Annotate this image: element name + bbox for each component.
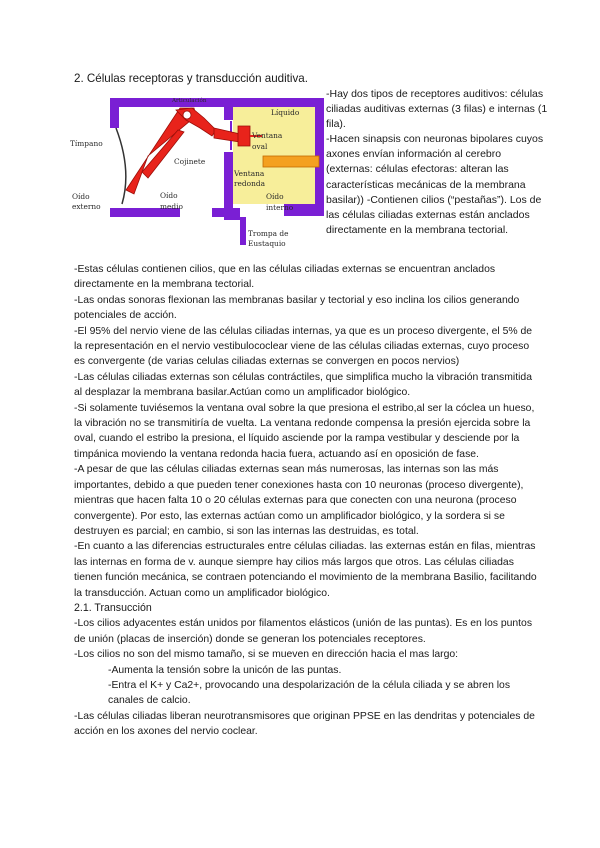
- label-ventana-oval-2: oval: [252, 142, 268, 151]
- label-trompa-2: Eustaquio: [248, 239, 286, 248]
- paragraph: -Los cilios adyacentes están unidos por filamentos elásticos (unión de las puntas). Es en los puntos de unión (placas de inserción) donde se generan los potenciales receptores.: [74, 618, 533, 645]
- label-oido-externo-1: Oído: [72, 192, 90, 201]
- label-articulacion: Articulación: [172, 98, 207, 104]
- cochlea-bar: [263, 156, 319, 167]
- label-trompa-1: Trompa de: [248, 229, 289, 238]
- label-oido-medio-2: medio: [160, 202, 183, 211]
- label-cojinete: Cojinete: [174, 157, 206, 166]
- inner-ear-fluid: [233, 107, 315, 204]
- label-oido-interno-2: interno: [266, 203, 294, 212]
- label-oido-medio-1: Oído: [160, 191, 178, 200]
- label-oido-interno-1: Oído: [266, 192, 284, 201]
- label-timpano: Tímpano: [70, 139, 103, 148]
- paragraph: -Si solamente tuviésemos la ventana oval sobre la que presiona el estribo,al ser la cóclea un hueso, la vibración no se transmitiría de vuelta. La ventana redonde compensa la presión ejercida sobre la oval, cuando el estribo la presiona, el líquido asciende por la rampa vestibular y desciende por la timpánica moviendo la ventana redonda hacia fuera, actuando así en oposición de fase.: [74, 402, 535, 460]
- ear-diagram: [64, 86, 330, 256]
- label-oido-externo-2: externo: [72, 202, 101, 211]
- paragraph: -A pesar de que las células ciliadas externas sean más numerosas, las internas son las más importantes, debido a que pueden tener conexiones hasta con 10 neuronas (proceso divergente), mientras que hacen falta 10 o 20 células externas para que conecten con una neurona (proceso convergente). Por esto, las externas actúan como un amplificador biológico, y la sordera si se destruyen es parcial; en cambio, si son las internas las destruidas, es total.: [74, 464, 524, 537]
- paragraph: -Las ondas sonoras flexionan las membranas basilar y tectorial y eso inclina los cilios generando potenciales de acción.: [74, 294, 520, 322]
- paragraph: -Las células ciliadas externas son células contráctiles, que simplifica mucho la vibración transmitida al desplazar la membrana basilar.Actúan como un amplificador biológico.: [74, 371, 532, 399]
- paragraph: -El 95% del nervio viene de las células ciliadas internas, ya que es un proceso divergente, el 5% de la representación en el nervio vestibulococlear viene de las células ciliadas externas, cuyo proceso es convergente (de varias celulas ciliadas externas se convergen en pocos nervios): [74, 325, 533, 368]
- ear-diagram-svg: [64, 86, 330, 256]
- label-ventana-redonda-1: Ventana: [234, 169, 265, 178]
- side-text: [326, 87, 548, 238]
- subheading: 2.1. Transucción: [74, 601, 152, 614]
- side-paragraph: -Hacen sinapsis con neuronas bipolares cuyos axones envían información al cerebro (externas: células efectoras: alteran las características mecánicas de la membrana basilar)) -Contienen cilios (“pestañas”). Los de las células ciliadas externas están anclados directamente en la membrana tectorial.: [326, 133, 544, 236]
- label-liquido: Líquido: [271, 108, 300, 117]
- label-ventana-oval-1: Ventana: [252, 131, 283, 140]
- section-title: 2. Células receptoras y transducción auditiva.: [74, 72, 308, 85]
- paragraph: -Los cilios no son del mismo tamaño, si se mueven en dirección hacia el mas largo:: [74, 649, 459, 661]
- label-ventana-redonda-2: redonda: [234, 179, 265, 188]
- indented-item: -Aumenta la tensión sobre la unicón de las puntas.: [108, 664, 342, 676]
- body-text: [74, 262, 542, 740]
- tympanum-curve: [116, 128, 126, 204]
- side-paragraph: -Hay dos tipos de receptores auditivos: células ciliadas auditivas externas (3 filas) e internas (1 fila).: [326, 88, 548, 131]
- indented-item: -Entra el K+ y Ca2+, provocando una despolarización de la célula ciliada y se abren los canales de calcio.: [108, 679, 511, 707]
- paragraph: -Las células ciliadas liberan neurotransmisores que originan PPSE en las dendritas y potenciales de acción en los axones del nervio coclear.: [74, 710, 535, 738]
- paragraph: -Estas células contienen cilios, que en las células ciliadas externas se encuentran anclados directamente en la membrana tectorial.: [74, 264, 496, 291]
- paragraph: -En cuanto a las diferencias estructurales entre células ciliadas. las externas están en filas, mientras las internas en forma de v. aunque siempre hay cilios más largos que otros. Las células ciliadas tienen función mecánica, se contraen potenciando el movimiento de la membrana Basilio, facilitando la transducción. Actuan como un amplificador biológico.: [74, 541, 537, 599]
